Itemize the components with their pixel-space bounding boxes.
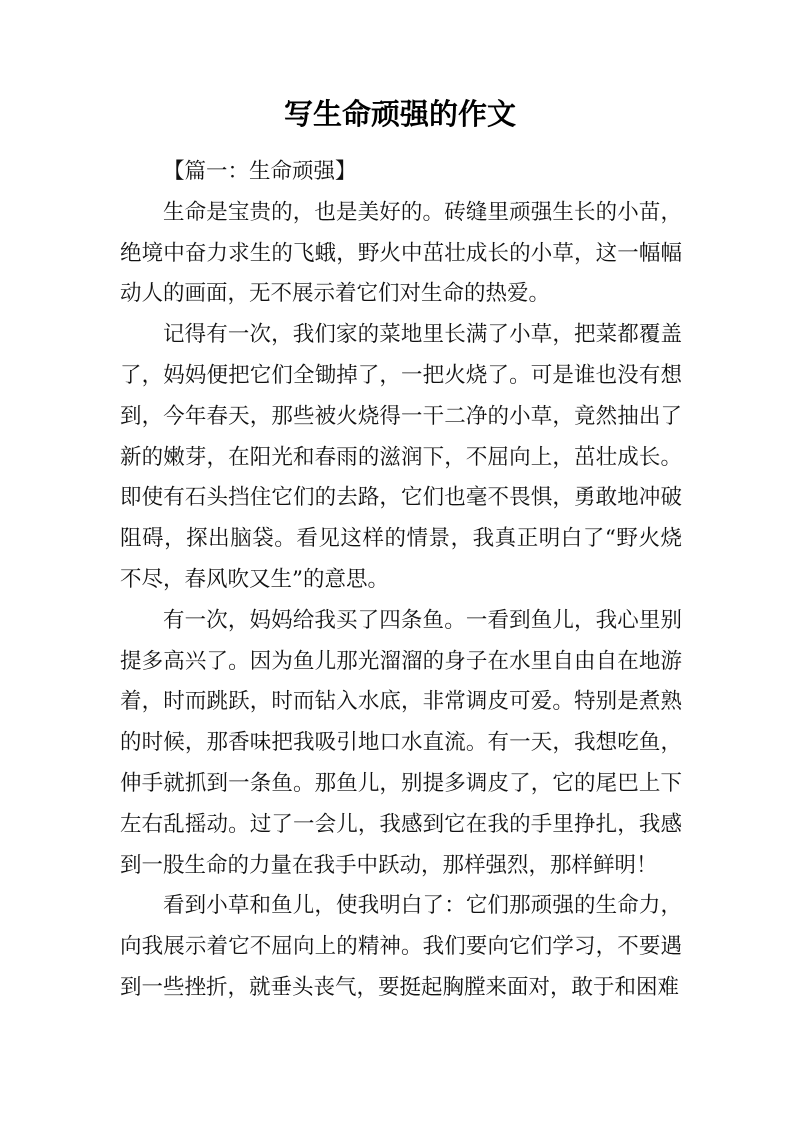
paragraph-3: 有一次，妈妈给我买了四条鱼。一看到鱼儿，我心里别提多高兴了。因为鱼儿那光溜溜的身子在水里自由自在地游着，时而跳跃，时而钻入水底，非常调皮可爱。特别是煮熟的时候，那香味把我吸引地口水直流。有一天，我想吃鱼，伸手就抓到一条鱼。那鱼儿，别提多调皮了，它的尾巴上下左右乱摇动。过了一会儿，我感到它在我的手里挣扎，我感到一股生命的力量在我手中跃动，那样强烈，那样鲜明！	[120, 607, 682, 878]
paragraph-1: 生命是宝贵的，也是美好的。砖缝里顽强生长的小苗，绝境中奋力求生的飞蛾，野火中茁壮成长的小草，这一幅幅动人的画面，无不展示着它们对生命的热爱。	[120, 199, 682, 307]
document-title: 写生命顽强的作文	[283, 97, 516, 131]
paragraph-4: 看到小草和鱼儿，使我明白了：它们那顽强的生命力，向我展示着它不屈向上的精神。我们要向它们学习，不要遇到一些挫折，就垂头丧气，要挺起胸膛来面对，敢于和困难	[120, 893, 682, 1000]
section-heading: 【篇一：生命顽强】	[163, 159, 357, 184]
document-body	[120, 152, 682, 1009]
paragraph-2: 记得有一次，我们家的菜地里长满了小草，把菜都覆盖了，妈妈便把它们全锄掉了，一把火烧了。可是谁也没有想到，今年春天，那些被火烧得一干二净的小草，竟然抽出了新的嫩芽，在阳光和春雨的滋润下，不屈向上，茁壮成长。即使有石头挡住它们的去路，它们也毫不畏惧，勇敢地冲破阻碍，探出脑袋。看见这样的情景，我真正明白了“野火烧不尽，春风吹又生”的意思。	[120, 322, 682, 592]
